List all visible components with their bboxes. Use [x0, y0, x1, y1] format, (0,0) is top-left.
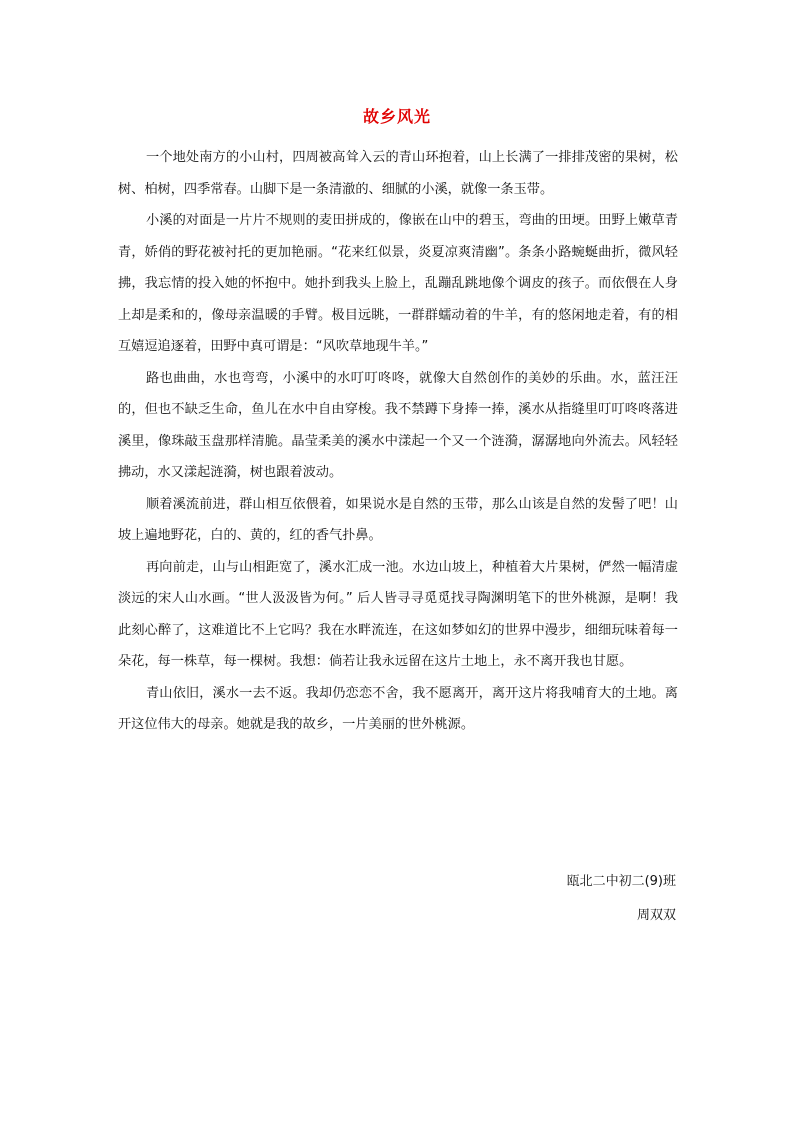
author-name: 周双双: [636, 908, 676, 923]
paragraph-5: 再向前走，山与山相距宽了，溪水汇成一池。水边山坡上，种植着大片果树，俨然一幅清虚淡远的宋人山水画。“世人汲汲皆为何。” 后人皆寻寻觅觅找寻陶渊明笔下的世外桃源，是啊！我此刻心醉了，这难道比不上它吗？我在水畔流连，在这如梦如幻的世界中漫步，细细玩味着每一朵花，每一株草，每一棵树。我想：倘若让我永远留在这片土地上，永不离开我也甘愿。: [118, 559, 678, 669]
paragraph-3: 路也曲曲，水也弯弯，小溪中的水叮叮咚咚，就像大自然创作的美妙的乐曲。水，蓝汪汪的，但也不缺乏生命，鱼儿在水中自由穿梭。我不禁蹲下身捧一捧，溪水从指缝里叮叮咚咚落进溪里，像珠敲玉盘那样清脆。晶莹柔美的溪水中漾起一个又一个涟漪，潺潺地向外流去。风轻轻拂动，水又漾起涟漪，树也跟着波动。: [118, 370, 678, 480]
paragraph-2: 小溪的对面是一片片不规则的麦田拼成的，像嵌在山中的碧玉，弯曲的田埂。田野上嫩草青青，娇俏的野花被衬托的更加艳丽。“花来红似景，炎夏凉爽清幽”。条条小路蜿蜒曲折，微风轻拂，我忘情的投入她的怀抱中。她扑到我头上脸上，乱蹦乱跳地像个调皮的孩子。而依偎在人身上却是柔和的，像母亲温暖的手臂。极目远眺，一群群蠕动着的牛羊，有的悠闲地走着，有的相互嬉逗追逐着，田野中真可谓是：“风吹草地现牛羊。”: [118, 213, 678, 354]
paragraph-4: 顺着溪流前进，群山相互依偎着，如果说水是自然的玉带，那么山该是自然的发髻了吧！山坡上遍地野花，白的、黄的，红的香气扑鼻。: [118, 496, 678, 543]
author-school: 瓯北二中初二(9)班: [566, 874, 676, 889]
page-title: 故乡风光: [362, 107, 431, 126]
paragraph-1: 一个地处南方的小山村，四周被高耸入云的青山环抱着，山上长满了一排排茂密的果树，松树、柏树，四季常春。山脚下是一条清澈的、细腻的小溪，就像一条玉带。: [118, 150, 678, 197]
essay-body: [118, 142, 678, 741]
paragraph-6: 青山依旧，溪水一去不返。我却仍恋恋不舍，我不愿离开，离开这片将我哺育大的土地。离开这位伟大的母亲。她就是我的故乡，一片美丽的世外桃源。: [118, 685, 678, 732]
